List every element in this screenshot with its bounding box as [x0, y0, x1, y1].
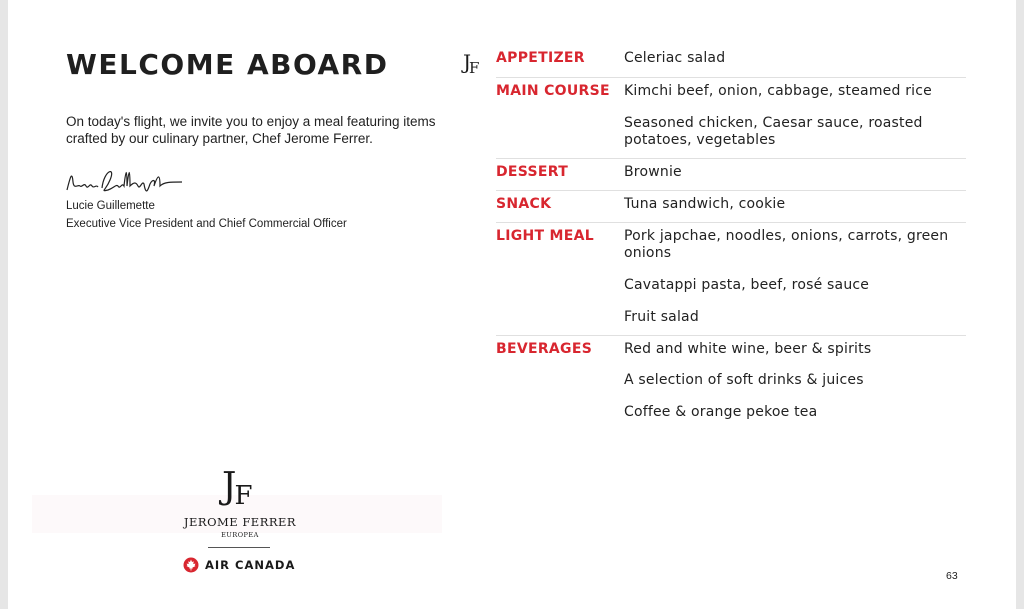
signature-icon [64, 160, 184, 200]
chef-brand-name: JEROME FERRER [183, 515, 297, 529]
page-title: WELCOME ABOARD [66, 48, 389, 81]
menu-item: Pork japchae, noodles, onions, carrots, green onions [624, 228, 949, 261]
category-main-course: MAIN COURSE [496, 83, 610, 99]
menu-item: Fruit salad [624, 309, 699, 325]
category-light-meal: LIGHT MEAL [496, 228, 595, 244]
menu-item: Seasoned chicken, Caesar sauce, roasted potatoes, vegetables [624, 115, 923, 148]
small-monogram-j: J [463, 50, 470, 74]
menu-row-beverages [496, 335, 966, 368]
jf-small-monogram [463, 50, 478, 77]
airline-name: AIR CANADA [205, 558, 296, 572]
intro-text: On today's flight, we invite you to enjoy a meal featuring items crafted by our culinary partner, Chef Jerome Ferrer. [66, 114, 436, 146]
category-beverages: BEVERAGES [496, 341, 593, 357]
air-canada-logo [183, 557, 295, 573]
menu-item: Cavatappi pasta, beef, rosé sauce [624, 277, 870, 293]
menu-row-beverages-3 [496, 399, 966, 431]
signatory-title: Executive Vice President and Chief Commercial Officer [66, 218, 347, 230]
menu-item: Red and white wine, beer & spirits [624, 341, 872, 357]
monogram-j: J [222, 466, 235, 507]
chef-brand-subtitle: EUROPEA [221, 531, 259, 539]
menu-item: Celeriac salad [624, 50, 726, 66]
signatory-name: Lucie Guillemette [66, 200, 155, 212]
menu-item: Coffee & orange pekoe tea [624, 404, 818, 420]
menu-row-main-course-2 [496, 110, 966, 158]
menu-row-main-course [496, 77, 966, 110]
brand-divider [208, 547, 270, 548]
menu-item: A selection of soft drinks & juices [624, 372, 864, 388]
page-number: 63 [946, 570, 958, 582]
category-snack: SNACK [496, 196, 552, 212]
menu-page [8, 0, 1016, 609]
menu-item: Brownie [624, 164, 682, 180]
menu-row-light-meal-3 [496, 304, 966, 336]
menu-row-snack [496, 190, 966, 223]
menu-row-light-meal [496, 222, 966, 273]
category-appetizer: APPETIZER [496, 50, 585, 66]
menu-row-beverages-2 [496, 367, 966, 399]
small-monogram-f: F [469, 59, 478, 77]
monogram-f: F [234, 481, 251, 511]
menu-row-dessert [496, 158, 966, 191]
maple-leaf-icon [183, 557, 199, 573]
category-dessert: DESSERT [496, 164, 569, 180]
menu-row-light-meal-2 [496, 272, 966, 304]
jf-monogram-logo [222, 466, 251, 511]
menu-row-appetizer [496, 45, 966, 77]
menu-item: Kimchi beef, onion, cabbage, steamed rice [624, 83, 932, 99]
menu-item: Tuna sandwich, cookie [624, 196, 786, 212]
